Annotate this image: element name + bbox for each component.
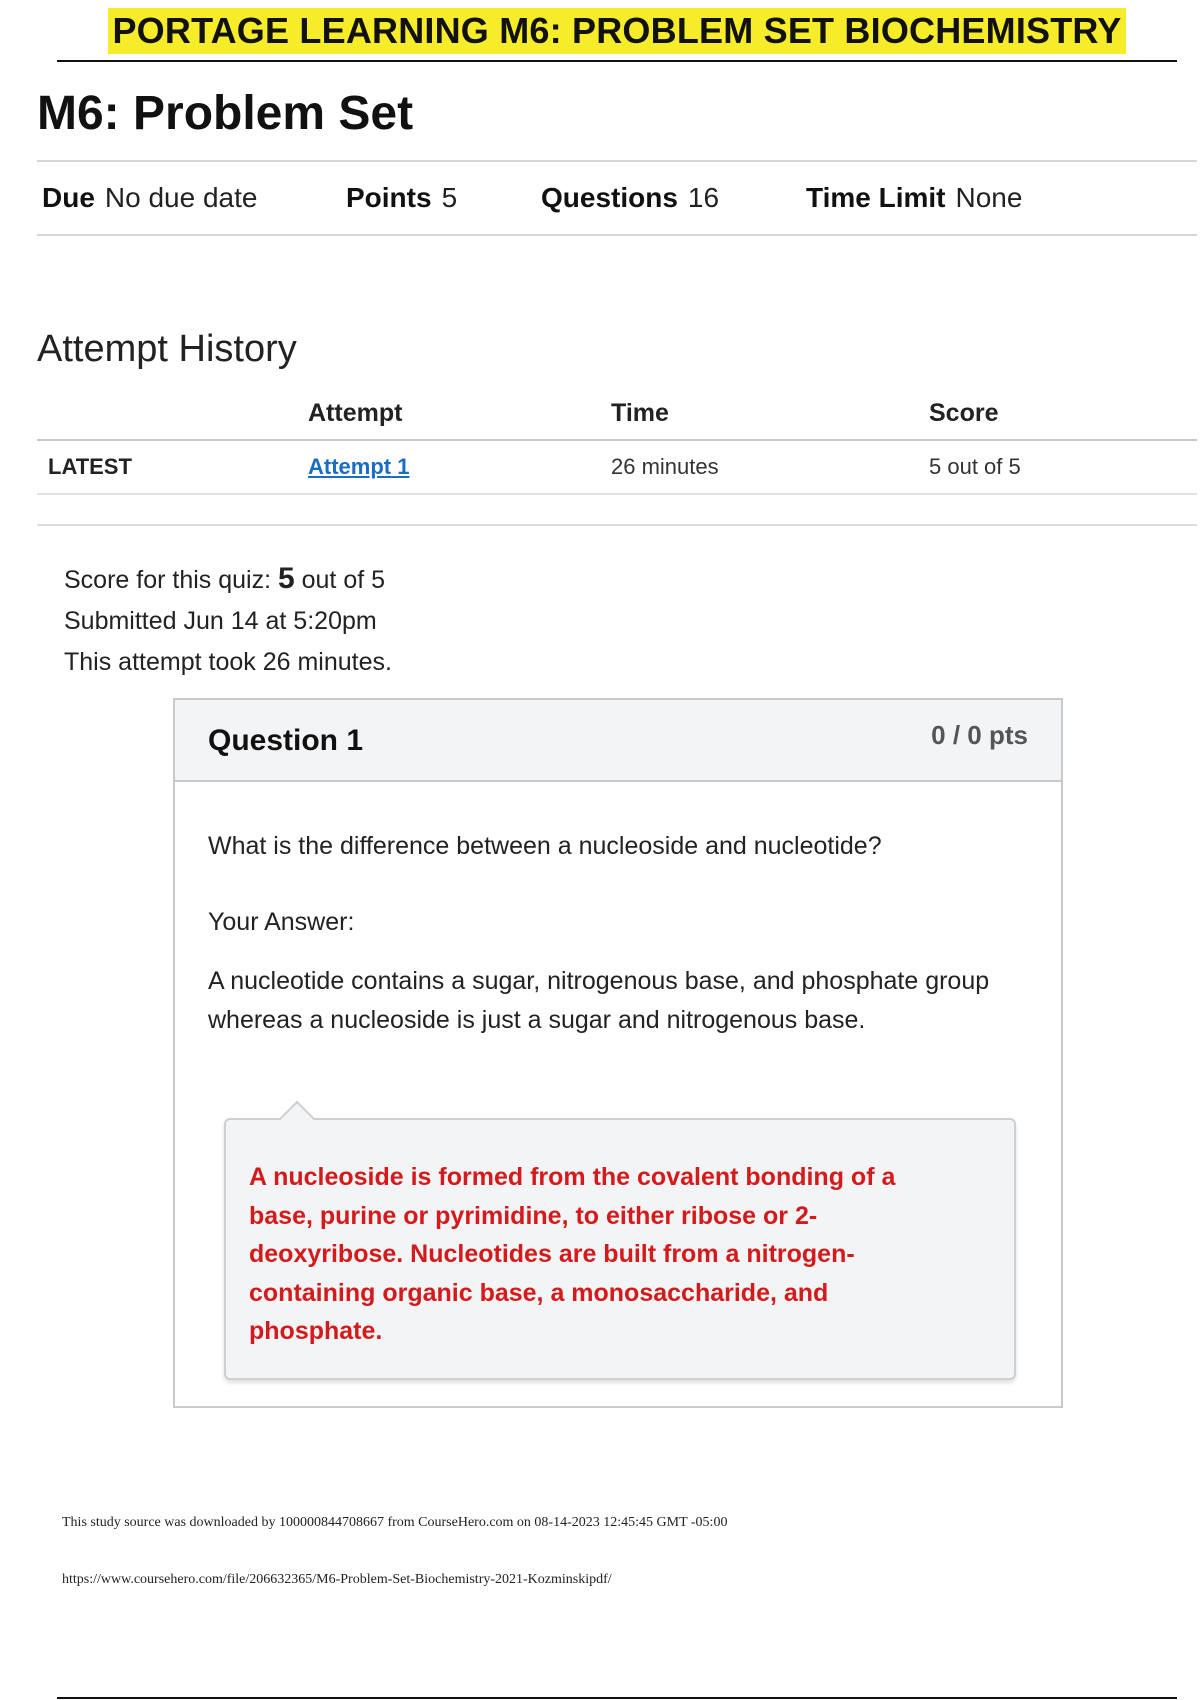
question-title: Question 1 (208, 724, 364, 757)
points-label: Points (346, 182, 432, 213)
answer-label: Your Answer: (208, 908, 355, 936)
questions-value: 16 (687, 182, 720, 213)
points-meta (346, 182, 457, 214)
questions-meta (541, 182, 719, 214)
questions-label: Questions (541, 182, 678, 213)
due-label: Due (42, 182, 95, 213)
due-value: No due date (104, 182, 258, 213)
bottom-rule (57, 1697, 1177, 1699)
question-text: What is the difference between a nucleoside and nucleotide? (208, 832, 882, 860)
quiz-summary (64, 558, 392, 683)
source-note: This study source was downloaded by 100000844708667 from CourseHero.com on 08-14-2023 12:45:45 GMT -05:00 (62, 1515, 728, 1530)
question-card (173, 698, 1063, 1408)
question-header (175, 700, 1061, 782)
source-url: https://www.coursehero.com/file/206632365/M6-Problem-Set-Biochemistry-2021-Kozminskipdf/ (62, 1572, 612, 1587)
attempt-time: 26 minutes (611, 454, 719, 479)
question-points: 0 / 0 pts (931, 720, 1028, 750)
column-header-time: Time (611, 399, 669, 427)
score-prefix: Score for this quiz: (64, 566, 272, 594)
divider (37, 524, 1197, 526)
attempt-score: 5 out of 5 (929, 454, 1021, 479)
answer-text: A nucleotide contains a sugar, nitrogenous base, and phosphate group whereas a nucleoside is just a sugar and nitrogenous base. (208, 967, 990, 1034)
quiz-meta-bar (37, 160, 1197, 236)
due-meta (42, 182, 257, 214)
quiz-score-line (64, 558, 392, 601)
document-title: PORTAGE LEARNING M6: PROBLEM SET BIOCHEMISTRY (108, 8, 1125, 54)
feedback-text: A nucleoside is formed from the covalent bonding of a base, purine or pyrimidine, to either ribose or 2-deoxyribose. Nucleotides are built from a nitrogen-containing organic base, a monosaccharide, and phosphate. (249, 1163, 896, 1345)
submitted-line: Submitted Jun 14 at 5:20pm (64, 607, 377, 635)
time-limit-value: None (955, 182, 1023, 213)
table-row (37, 441, 1197, 495)
score-suffix: out of 5 (301, 566, 386, 594)
attempt-history-title: Attempt History (37, 328, 297, 370)
attempt-history-table (37, 395, 1197, 495)
points-value: 5 (441, 182, 458, 213)
latest-tag: LATEST (48, 454, 132, 479)
document-header (57, 8, 1177, 62)
column-header-score: Score (929, 399, 999, 427)
attempt-link[interactable]: Attempt 1 (308, 454, 410, 479)
score-value: 5 (277, 562, 295, 595)
feedback-pointer (279, 1101, 316, 1138)
duration-line: This attempt took 26 minutes. (64, 648, 392, 676)
feedback-box (224, 1118, 1016, 1380)
time-limit-label: Time Limit (806, 182, 946, 213)
time-limit-meta (806, 182, 1022, 214)
page-title: M6: Problem Set (37, 87, 414, 140)
column-header-attempt: Attempt (308, 399, 403, 427)
table-header-row (37, 395, 1197, 441)
